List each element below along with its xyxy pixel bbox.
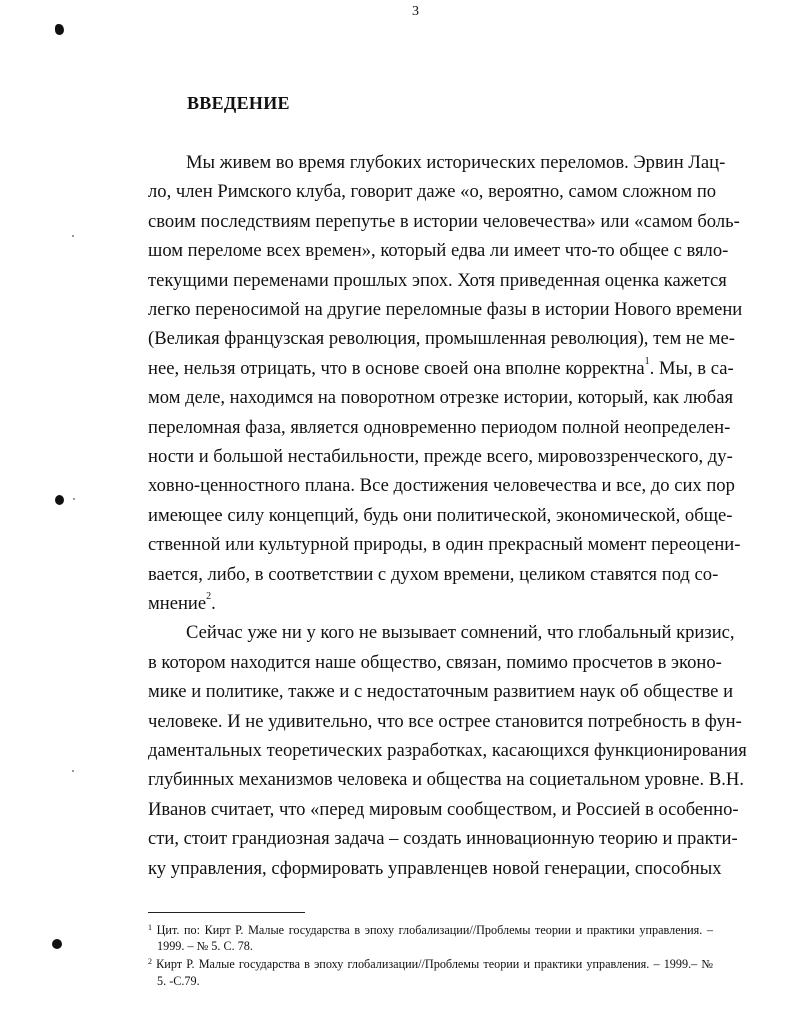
text-line-content: легко переносимой на другие переломные фазы в истории Нового времени <box>148 299 743 320</box>
text-line <box>148 798 739 822</box>
text-line <box>148 827 738 851</box>
text-line <box>148 768 744 792</box>
section-heading: ВВЕДЕНИЕ <box>187 93 290 113</box>
text-line <box>148 180 717 204</box>
text-line <box>148 533 741 557</box>
text-line-content: шом переломе всех времен», который едва ли имеет что-то общее с вяло- <box>148 240 729 262</box>
text-line-content: текущими переменами прошлых эпох. Хотя приведенная оценка кажется <box>148 269 727 291</box>
text-line <box>148 563 719 587</box>
text-line-content: ло, член Римского клуба, говорит даже «о, вероятно, самом сложном по <box>148 181 717 203</box>
footnote-separator <box>148 912 305 913</box>
text-line <box>148 239 729 263</box>
scan-speck <box>72 235 74 237</box>
footnote-1 <box>148 923 713 938</box>
footnote-continuation: 1999. – № 5. С. 78. <box>157 939 253 953</box>
text-line-content: даментальных теоретических разработках, касающихся функционирования <box>148 740 747 761</box>
text-line-content: Мы живем во время глубоких исторических переломов. Эрвин Лац- <box>186 152 726 173</box>
text-line-content: ховно-ценностного плана. Все достижения человечества и все, до сих пор <box>148 475 735 497</box>
text-line-content: ку управления, сформировать управленцев новой генерации, способных <box>148 857 722 879</box>
text-line-content: Сейчас уже ни у кого не вызывает сомнений, что глобальный кризис, <box>186 622 735 644</box>
footnote-text: Кирт Р. Малые государства в эпоху глобализации//Проблемы теории и практики управления. – 1999.– № <box>156 957 714 971</box>
text-line <box>148 355 734 381</box>
text-line <box>148 210 740 234</box>
text-line <box>186 151 726 175</box>
text-line <box>148 739 747 763</box>
text-line <box>148 710 742 734</box>
scan-speck <box>72 770 74 772</box>
text-line <box>186 621 735 645</box>
text-line <box>148 857 722 881</box>
scan-mark-icon <box>55 24 64 35</box>
text-line-content: Иванов считает, что «перед мировым сообществом, и Россией в особенно- <box>148 798 739 820</box>
text-line <box>148 386 734 410</box>
text-line <box>148 680 734 704</box>
text-line-content: нее, нельзя отрицать, что в основе своей она вполне корректна <box>148 357 645 379</box>
text-line <box>148 327 735 351</box>
text-line <box>148 298 743 322</box>
text-line-content: имеющее силу концепций, будь они политической, экономической, обще- <box>148 504 733 526</box>
text-line-content: в котором находится наше общество, связан, помимо просчетов в эконо- <box>148 651 722 673</box>
text-line-tail: . <box>211 593 216 614</box>
scan-mark-icon <box>52 939 62 949</box>
text-line <box>148 445 733 469</box>
text-line-content: вается, либо, в соответствии с духом времени, целиком ставятся под со- <box>148 563 719 585</box>
text-line-tail: . Мы, в са- <box>649 357 734 379</box>
page-number: 3 <box>412 4 419 19</box>
footnote-reference: 1 <box>644 355 650 367</box>
text-line-content: (Великая французская революция, промышленная революция), тем не ме- <box>148 328 735 350</box>
text-line-content: мнение <box>148 593 207 614</box>
footnote-reference: 2 <box>206 591 212 602</box>
text-line-content: сти, стоит грандиозная задача – создать инновационную теорию и практи- <box>148 828 738 850</box>
text-line-content: человеке. И не удивительно, что все острее становится потребность в фун- <box>148 710 742 732</box>
text-line <box>148 651 722 675</box>
text-line-content: переломная фаза, является одновременно периодом полной неопределен- <box>148 416 731 438</box>
text-line <box>148 592 713 616</box>
text-line-content: ности и большой нестабильности, прежде всего, мировоззренческого, ду- <box>148 446 733 467</box>
text-line <box>148 474 735 498</box>
scan-mark-icon <box>55 495 64 505</box>
text-line-content: мом деле, находимся на поворотном отрезке истории, который, как любая <box>148 387 734 409</box>
footnote-2 <box>148 957 713 972</box>
text-line <box>148 269 727 293</box>
text-line-content: своим последствиям перепутье в истории человечества» или «самом боль- <box>148 210 740 232</box>
text-line <box>148 504 733 528</box>
text-line-content: мике и политике, также и с недостаточным развитием наук об обществе и <box>148 681 734 703</box>
footnote-text: Цит. по: Кирт Р. Малые государства в эпоху глобализации//Проблемы теории и практики управления. – <box>156 923 714 937</box>
text-line-content: глубинных механизмов человека и общества на социетальном уровне. В.Н. <box>148 769 744 791</box>
scan-speck <box>73 498 75 500</box>
footnote-mark: 1 <box>148 923 152 932</box>
footnote-continuation: 5. -С.79. <box>157 974 200 988</box>
footnote-mark: 2 <box>148 957 152 966</box>
text-line <box>148 416 731 440</box>
text-line-content: ственной или культурной природы, в один прекрасный момент переоцени- <box>148 534 741 556</box>
